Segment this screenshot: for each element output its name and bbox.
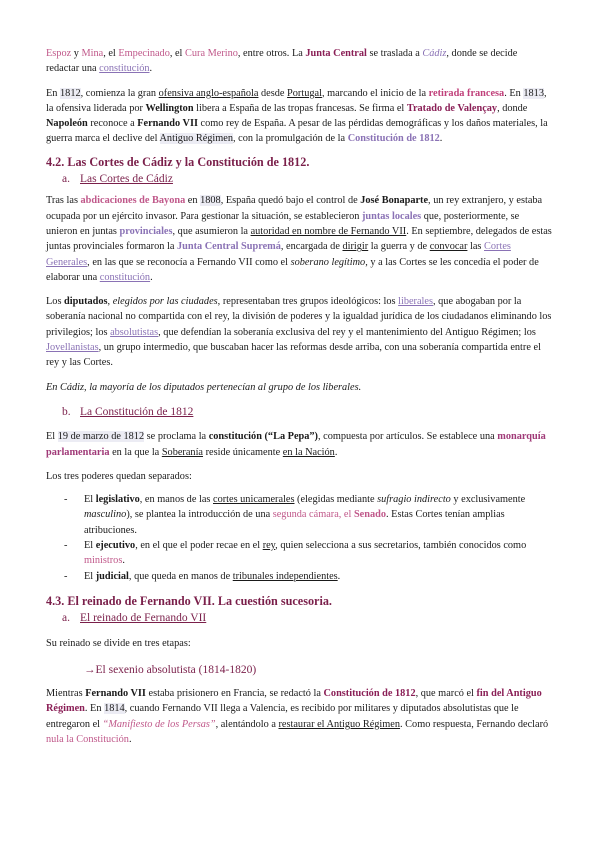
text: Tras las (46, 195, 81, 207)
text: , en las que se reconocía a Fernando VII como el (87, 256, 291, 268)
text-masculino: masculino (84, 509, 127, 521)
text: la guerra y de (368, 241, 430, 253)
text: reconoce a (87, 118, 138, 130)
paragraph-intro (46, 46, 552, 77)
text-retirada: retirada francesa (428, 87, 505, 99)
text: El (84, 570, 96, 582)
text: que, posteriormente, se unieron en juntas (46, 210, 520, 237)
text-jose-bonaparte: José Bonaparte (360, 195, 429, 207)
text: , entre otros. La (237, 48, 306, 59)
text-year-1814: 1814 (104, 703, 125, 715)
text: , y a las Cortes se les concedía el poder de elaborar una (46, 256, 539, 283)
paragraph-pepa (46, 429, 552, 460)
text-constitucion-1812: Constitución de 1812 (347, 133, 440, 145)
subsection-title: La Constitución de 1812 (80, 405, 194, 418)
paragraph-poderes: Los tres poderes quedan separados: (46, 470, 192, 482)
text-legislativo: legislativo (95, 494, 140, 506)
text: , el (103, 48, 119, 59)
text-autoridad: autoridad en nombre de Fernando VII (250, 225, 407, 237)
text-restaurar: restaurar el Antiguo Régimen (278, 718, 401, 730)
text-segunda-camara: segunda cámara, el (272, 509, 354, 521)
text: , donde se decide redactar una (46, 48, 518, 75)
text: . (149, 63, 153, 75)
section-heading-4-3: 4.3. El reinado de Fernando VII. La cuestión sucesoria. (46, 593, 332, 608)
text: libera a España de las tropas francesas. Se firma el (193, 102, 407, 114)
subsection-letter: b. (62, 405, 71, 418)
text: . Estas Cortes tenían amplias atribuciones. (84, 509, 505, 536)
dash-bullet: - (64, 494, 68, 506)
text-portugal: Portugal (287, 87, 322, 99)
text: En (46, 87, 61, 99)
paragraph-diputados (46, 294, 552, 370)
text: (elegidas mediante (294, 494, 378, 506)
text: , con la promulgación de la (233, 133, 348, 145)
text-antiguo-regimen: Antiguo Régimen (159, 133, 234, 145)
text-espoz: Espoz (46, 48, 72, 59)
text-nula: nula la Constitución (46, 733, 129, 745)
document-page (46, 46, 552, 753)
text-cadiz: Cádiz (422, 48, 447, 59)
text: Los (46, 296, 65, 308)
text-senado: Senado (353, 509, 386, 521)
text-judicial: judicial (95, 570, 129, 582)
text-elegidos: elegidos por las ciudades (112, 296, 218, 308)
subsection-title: El reinado de Fernando VII (80, 612, 207, 625)
text-valencay: Tratado de Valençay (406, 102, 498, 114)
text-year-1808: 1808 (200, 195, 221, 207)
text: . En septiembre, delegados de estas juntas provinciales formaron la (46, 225, 552, 253)
text: se traslada a (366, 48, 423, 59)
text: . (337, 570, 341, 582)
text-manifiesto: “Manifiesto de los Persas” (102, 718, 216, 730)
text-ofensiva: ofensiva anglo-española (158, 87, 259, 99)
text: , (107, 296, 113, 308)
text-nacion: en la Nación (282, 446, 335, 458)
text: las (467, 241, 485, 253)
text: , donde (497, 102, 528, 114)
text: reside únicamente (203, 446, 283, 458)
text: como rey de España. A pesar de las pérdidas demográficas y los daños materiales, la guerra marca el declive del (46, 118, 548, 145)
text-convocar: convocar (429, 241, 468, 253)
text-empecinado: Empecinado (118, 48, 170, 59)
text-provinciales: provinciales (119, 225, 173, 237)
text-diputados: diputados (64, 296, 108, 308)
text-cura-merino: Cura Merino (185, 48, 238, 59)
text: , que asumieron la (172, 225, 251, 237)
text: . En (504, 87, 524, 99)
text: se proclama la (144, 431, 209, 443)
paragraph-bayona (46, 193, 552, 285)
subsection-letter: a. (62, 612, 70, 625)
subsection-heading-constitucion (46, 405, 552, 420)
text: , marcando el inicio de la (321, 87, 429, 99)
text-juntas-locales: juntas locales (361, 210, 422, 222)
text: , compuesta por artículos. Se establece una (317, 431, 498, 443)
text: . (439, 133, 443, 145)
text-ministros: ministros (84, 555, 123, 567)
text-ejecutivo: ejecutivo (95, 540, 136, 552)
text-liberales: liberales (398, 296, 433, 308)
list-item-judicial (46, 569, 552, 584)
text-la-pepa: constitución (“La Pepa”) (208, 431, 318, 443)
text: , encargada de (280, 241, 343, 253)
text-wellington: Wellington (145, 102, 194, 114)
text-sufragio: sufragio indirecto (377, 494, 451, 506)
text: en la que la (109, 446, 162, 458)
powers-list (46, 492, 552, 584)
text-year-1812: 1812 (60, 87, 81, 99)
text: y (71, 48, 82, 59)
subsection-heading-reinado (46, 611, 552, 626)
sexenio-heading: →El sexenio absolutista (1814-1820) (84, 663, 257, 676)
text: , un grupo intermedio, que buscaban hacer las reformas desde arriba, con una soberanía compartida entre el rey y las Cortes. (46, 342, 541, 369)
text: en (185, 195, 201, 207)
text-junta-central: Junta Central (305, 48, 367, 59)
text: , que defendían la soberanía exclusiva del rey y el mantenimiento del Antiguo Régimen; los (158, 326, 536, 338)
text: Mientras (46, 688, 86, 700)
text-constitucion-1812: Constitución de 1812 (323, 688, 416, 700)
text: . En (84, 703, 105, 715)
section-heading-4-2: 4.2. Las Cortes de Cádiz y la Constitución de 1812. (46, 154, 310, 169)
list-item-ejecutivo (46, 538, 552, 569)
text-cortes-generales: Cortes Generales (46, 241, 511, 268)
text: , el (169, 48, 185, 59)
text: El (84, 540, 96, 552)
text: El (84, 494, 96, 506)
list-item-legislativo (46, 492, 552, 538)
text-year-1813: 1813 (523, 87, 544, 99)
text-junta-central-suprema: Junta Central Supremá (176, 241, 281, 253)
text-napoleon: Napoleón (46, 118, 88, 130)
text: , que marcó el (415, 688, 477, 700)
text: , que abogaban por la soberanía nacional no compartida con el rey, la división de poderes y la igualdad jurídica de los ciudadanos eliminando los privilegios; los (46, 296, 552, 338)
text: , que queda en manos de (128, 570, 233, 582)
paragraph-1812 (46, 86, 552, 147)
text-dirigir: dirigir (342, 241, 369, 253)
text: , España quedó bajo el control de (220, 195, 361, 207)
text-soberania: Soberanía (161, 446, 204, 458)
text: , en manos de las (139, 494, 213, 506)
text-fin-antiguo-regimen: fin del Antiguo Régimen (46, 688, 542, 715)
text: , representaban tres grupos ideológicos: los (217, 296, 399, 308)
text: estaba prisionero en Francia, se redactó la (145, 688, 324, 700)
text-abdicaciones: abdicaciones de Bayona (80, 195, 186, 207)
text-rey: rey (262, 540, 276, 552)
dash-bullet: - (64, 570, 68, 582)
text-mina: Mina (81, 48, 104, 59)
text: . Como respuesta, Fernando declaró (400, 718, 549, 730)
text-constitucion: constitución (99, 63, 150, 75)
subsection-title: Las Cortes de Cádiz (80, 173, 173, 186)
paragraph-sexenio (46, 686, 552, 747)
text-date: 19 de marzo de 1812 (57, 431, 145, 443)
text: ), se plantea la introducción de una (126, 509, 273, 521)
text-monarquia: monarquía parlamentaria (46, 431, 546, 458)
text-fernando: Fernando VII (85, 688, 146, 700)
text: . (128, 733, 132, 745)
text-jovellanistas: Jovellanistas (46, 342, 99, 354)
text-absolutistas: absolutistas (110, 326, 159, 338)
text: . (122, 555, 125, 567)
text-fernando: Fernando VII (137, 118, 198, 130)
text: . (334, 446, 338, 458)
text: , alentándolo a (215, 718, 279, 730)
text: y exclusivamente (450, 494, 526, 506)
text-tribunales: tribunales independientes (232, 570, 338, 582)
text: , comienza la gran (80, 87, 159, 99)
paragraph-etapas: Su reinado se divide en tres etapas: (46, 637, 191, 649)
text: , quien selecciona a sus secretarios, también conocidos como (275, 540, 527, 552)
subsection-heading-cortes (46, 172, 552, 187)
text-cortes-unicamerales: cortes unicamerales (213, 494, 295, 506)
paragraph-mayoria: En Cádiz, la mayoría de los diputados pertenecían al grupo de los liberales. (46, 381, 362, 393)
text-constitucion: constitución (99, 271, 151, 283)
text: , en el que el poder recae en el (135, 540, 263, 552)
text: , la ofensiva liderada por (46, 87, 547, 114)
text: , un rey extranjero, y estaba ocupada por un ejército invasor. Para gestionar la situación, se establecieron (46, 195, 543, 222)
text: El (46, 431, 58, 443)
text: , cuando Fernando VII llega a Valencia, es recibido por militares y diputados absolutistas que le entregaron el (46, 703, 519, 730)
text: . (150, 271, 153, 283)
text: desde (258, 87, 288, 99)
subsection-letter: a. (62, 173, 70, 186)
text-soberano: soberano legítimo (290, 256, 366, 268)
dash-bullet: - (64, 540, 68, 552)
